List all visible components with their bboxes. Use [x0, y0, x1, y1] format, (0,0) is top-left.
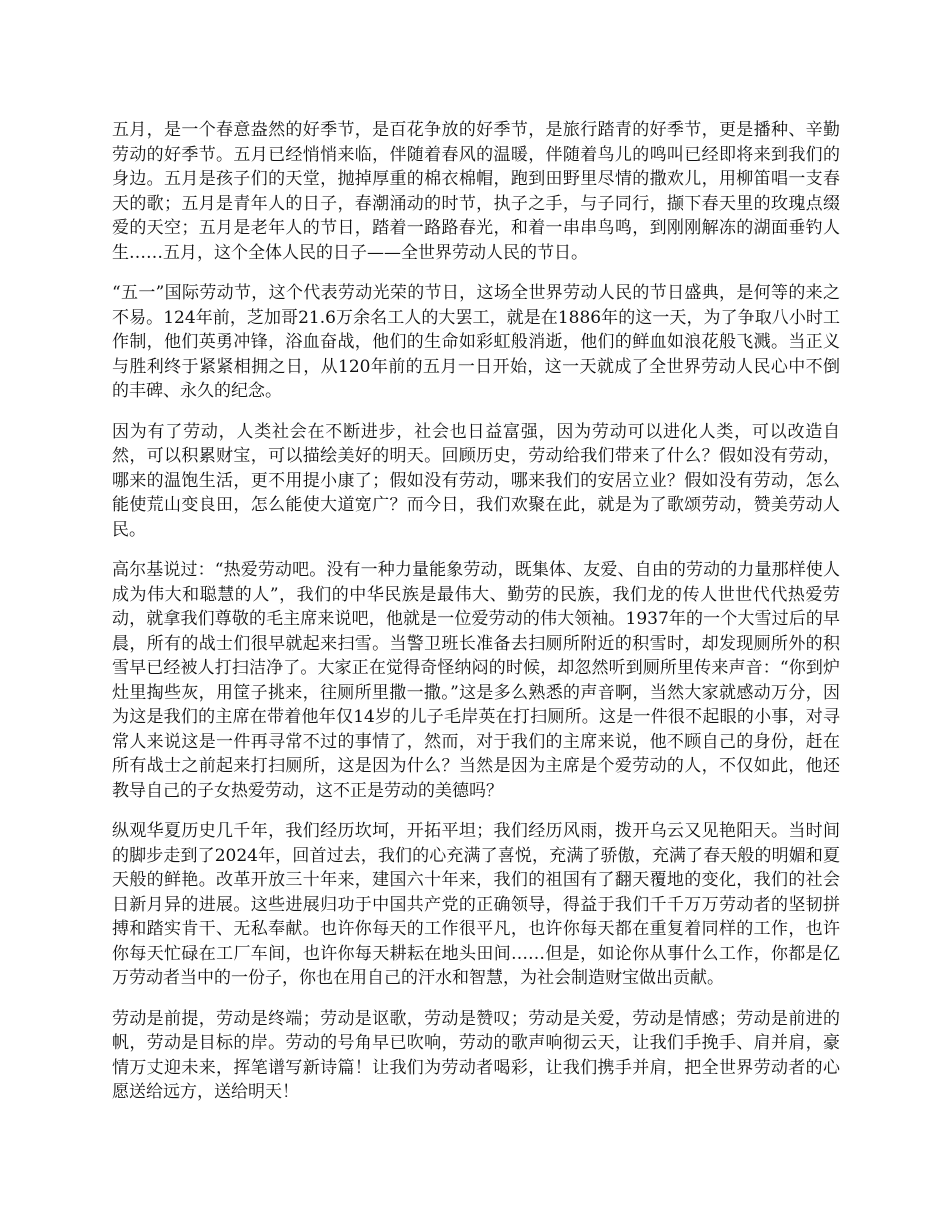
paragraph-history-progress: 纵观华夏历史几千年，我们经历坎坷，开拓平坦；我们经历风雨，拨开乌云又见艳阳天。当时间的脚步走到了2024年，回首过去，我们的心充满了喜悦，充满了骄傲，充满了春天般的明媚和夏天般的鲜艳。改革开放三十年来，建国六十年来，我们的祖国有了翻天覆地的变化，我们的社会日新月异的进展。这些进展归功于中国共产党的正确领导，得益于我们千千万万劳动者的坚韧拼搏和踏实肯干、无私奉献。也许你每天的工作很平凡，也许你每天都在重复着同样的工作，也许你每天忙碌在工厂车间，也许你每天耕耘在地头田间……但是，如论你从事什么工作，你都是亿万劳动者当中的一份子，你也在用自己的汗水和智慧，为社会制造财宝做出贡献。 — [112, 821, 840, 988]
paragraph-value-of-labor: 因为有了劳动，人类社会在不断进步，社会也日益富强，因为劳动可以进化人类，可以改造自然，可以积累财宝，可以描绘美好的明天。回顾历史，劳动给我们带来了什么？假如没有劳动，哪来的温饱生活，更不用提小康了；假如没有劳动，哪来我们的安居立业？假如没有劳动，怎么能使荒山变良田，怎么能使大道宽广？而今日，我们欢聚在此，就是为了歌颂劳动，赞美劳动人民。 — [112, 421, 840, 540]
document-page — [112, 118, 840, 1121]
paragraph-may-season: 五月，是一个春意盎然的好季节，是百花争放的好季节，是旅行踏青的好季节，更是播种、辛勤劳动的好季节。五月已经悄悄来临，伴随着春风的温暖，伴随着鸟儿的鸣叫已经即将来到我们的身边。五月是孩子们的天堂，抛掉厚重的棉衣棉帽，跑到田野里尽情的撒欢儿，用柳笛唱一支春天的歌；五月是青年人的日子，春潮涌动的时节，执子之手，与子同行，撷下春天里的玫瑰点缀爱的天空；五月是老年人的节日，踏着一路路春光，和着一串串鸟鸣，到刚刚解冻的湖面垂钓人生……五月，这个全体人民的日子——全世界劳动人民的节日。 — [112, 120, 840, 263]
paragraph-gorky-quote-story: 高尔基说过：“热爱劳动吧。没有一种力量能象劳动，既集体、友爱、自由的劳动的力量那样使人成为伟大和聪慧的人”，我们的中华民族是最伟大、勤劳的民族，我们龙的传人世世代代热爱劳动，就拿我们尊敬的毛主席来说吧，他就是一位爱劳动的伟大领袖。1937年的一个大雪过后的早晨，所有的战士们很早就起来扫雪。当警卫班长准备去扫厕所附近的积雪时，却发现厕所外的积雪早已经被人打扫洁净了。大家正在觉得奇怪纳闷的时候，却忽然听到厕所里传来声音：“你到炉灶里掏些灰，用筐子挑来，往厕所里撒一撒。”这是多么熟悉的声音啊，当然大家就感动万分，因为这是我们的主席在带着他年仅14岁的儿子毛岸英在打扫厕所。这是一件很不起眼的小事，对寻常人来说这是一件再寻常不过的事情了，然而，对于我们的主席来说，他不顾自己的身份，赶在所有战士之前起来打扫厕所，这是因为什么？当然是因为主席是个爱劳动的人，不仅如此，他还教导自己的子女热爱劳动，这不正是劳动的美德吗？ — [112, 560, 840, 801]
paragraph-closing-praise: 劳动是前提，劳动是终端；劳动是讴歌，劳动是赞叹；劳动是关爱，劳动是情感；劳动是前进的帆，劳动是目标的岸。劳动的号角早已吹响，劳动的歌声响彻云天，让我们手挽手、肩并肩，豪情万丈迎未来，挥笔谱写新诗篇！让我们为劳动者喝彩，让我们携手并肩，把全世界劳动者的心愿送给远方，送给明天！ — [112, 1008, 840, 1102]
paragraph-labor-day-origin: “五一”国际劳动节，这个代表劳动光荣的节日，这场全世界劳动人民的节日盛典，是何等的来之不易。124年前，芝加哥21.6万余名工人的大罢工，就是在1886年的这一天，为了争取八小时工作制，他们英勇冲锋，浴血奋战，他们的生命如彩虹般消逝，他们的鲜血如浪花般飞溅。当正义与胜利终于紧紧相拥之日，从120年前的五月一日开始，这一天就成了全世界劳动人民心中不倒的丰碑、永久的纪念。 — [112, 283, 840, 401]
